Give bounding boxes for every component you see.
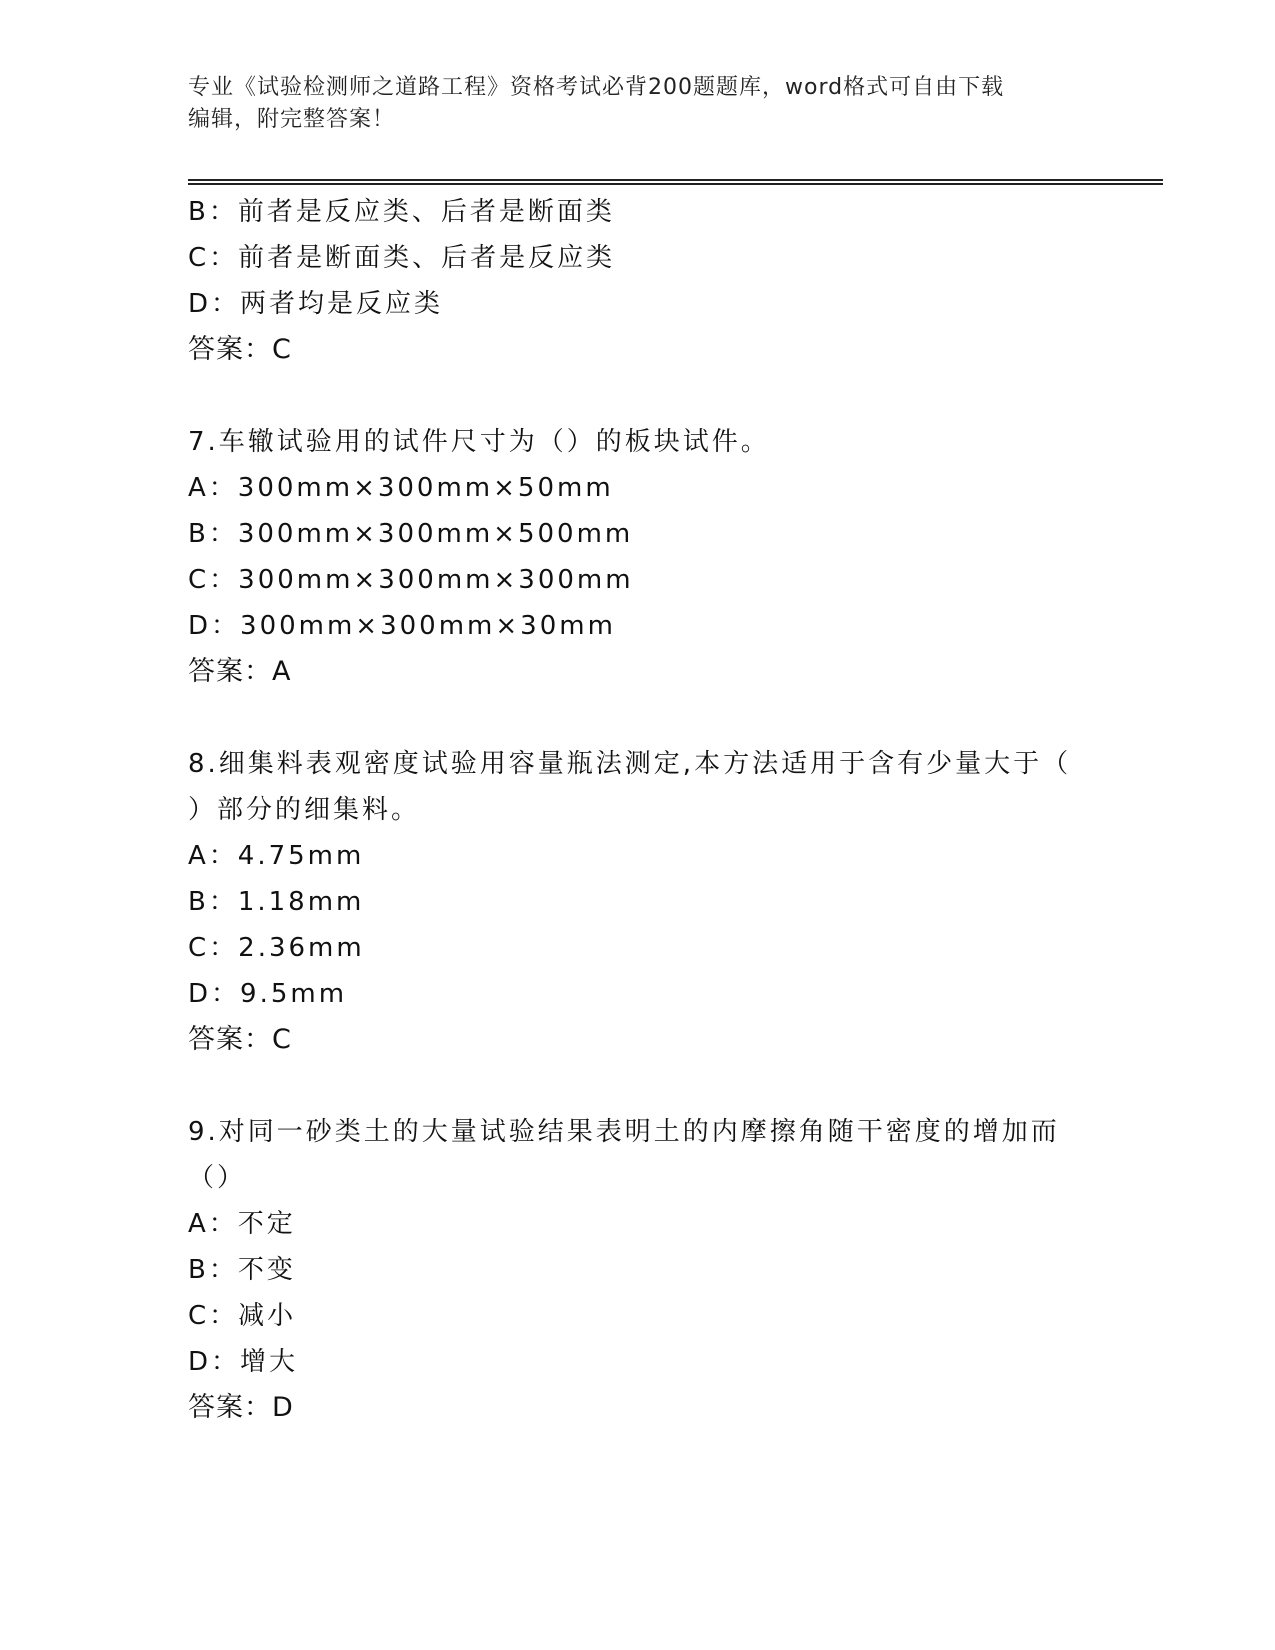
- question-8: [188, 741, 1088, 1063]
- option-a: A：300mm×300mm×50mm: [188, 473, 614, 503]
- option-c: C：300mm×300mm×300mm: [188, 565, 634, 595]
- spacer: [188, 1063, 1088, 1109]
- header-divider-bottom: [188, 183, 1163, 185]
- question-7: [188, 419, 1088, 695]
- header-title-line-2: 编辑，附完整答案！: [188, 107, 396, 132]
- option-b: B：不变: [188, 1255, 296, 1285]
- header-title-line-1: 专业《试验检测师之道路工程》资格考试必背200题题库，word格式可自由下载: [188, 75, 1005, 100]
- option-c: C：前者是断面类、后者是反应类: [188, 243, 616, 273]
- question-title-line-2: （）: [188, 1163, 247, 1193]
- answer-line: 答案：D: [188, 1392, 294, 1423]
- question-title: 7.车辙试验用的试件尺寸为（）的板块试件。: [188, 427, 770, 457]
- question-6: [188, 189, 1088, 373]
- option-d: D：9.5mm: [188, 979, 348, 1009]
- option-d: D：增大: [188, 1347, 299, 1377]
- option-c: C：减小: [188, 1301, 297, 1331]
- answer-line: 答案：C: [188, 1024, 292, 1055]
- header-divider-top: [188, 179, 1163, 181]
- question-9: [188, 1109, 1088, 1431]
- answer-line: 答案：C: [188, 334, 292, 365]
- question-title-line-2: ）部分的细集料。: [188, 795, 421, 825]
- question-list: [188, 189, 1088, 1431]
- option-d: D：300mm×300mm×30mm: [188, 611, 616, 641]
- answer-line: 答案：A: [188, 656, 292, 687]
- question-title-line-1: 9.对同一砂类土的大量试验结果表明土的内摩擦角随干密度的增加而: [188, 1117, 1060, 1147]
- option-d: D：两者均是反应类: [188, 289, 444, 319]
- document-header: [188, 72, 1088, 136]
- option-a: A：不定: [188, 1209, 296, 1239]
- question-title-line-1: 8.细集料表观密度试验用容量瓶法测定,本方法适用于含有少量大于（: [188, 749, 1072, 779]
- option-b: B：1.18mm: [188, 887, 365, 917]
- option-b: B：前者是反应类、后者是断面类: [188, 197, 615, 227]
- option-b: B：300mm×300mm×500mm: [188, 519, 634, 549]
- spacer: [188, 695, 1088, 741]
- option-a: A：4.75mm: [188, 841, 365, 871]
- option-c: C：2.36mm: [188, 933, 365, 963]
- spacer: [188, 373, 1088, 419]
